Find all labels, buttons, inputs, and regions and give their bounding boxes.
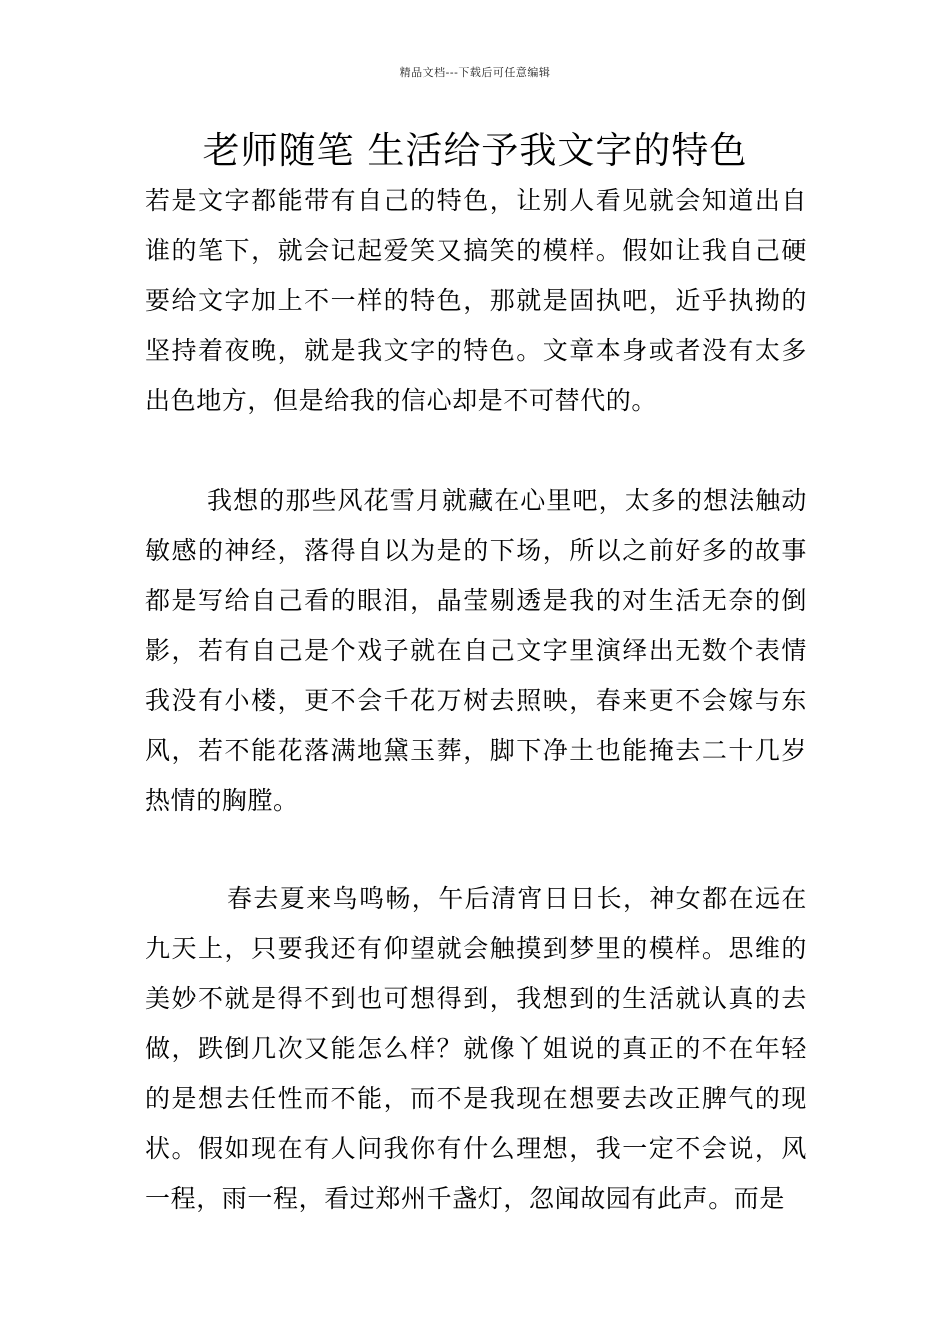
page-header: 精品文档---下载后可任意编辑 [399, 66, 551, 79]
paragraph-2: 我想的那些风花雪月就藏在心里吧，太多的想法触动敏感的神经，落得自以为是的下场，所以之前好多的故事都是写给自己看的眼泪，晶莹剔透是我的对生活无奈的倒影，若有自己是个戏子就在自己文字里演绎出无数个表情我没有小楼，更不会千花万树去照映，春来更不会嫁与东风，若不能花落满地黛玉葬，脚下净土也能掩去二十几岁热情的胸膛。 [145, 486, 807, 815]
document-title: 老师随笔 生活给予我文字的特色 [202, 129, 748, 172]
paragraph-3: 春去夏来鸟鸣畅，午后清宵日日长，神女都在远在九天上，只要我还有仰望就会触摸到梦里的模样。思维的美妙不就是得不到也可想得到，我想到的生活就认真的去做，跌倒几次又能怎么样？就像丫姐说的真正的不在年轻的是想去任性而不能，而不是我现在想要去改正脾气的现状。假如现在有人问我你有什么理想，我一定不会说，风一程，雨一程，看过郑州千盏灯，忽闻故园有此声。而是 [145, 884, 807, 1213]
paragraph-1: 若是文字都能带有自己的特色，让别人看见就会知道出自谁的笔下，就会记起爱笑又搞笑的模样。假如让我自己硬要给文字加上不一样的特色，那就是固执吧，近乎执拗的坚持着夜晚，就是我文字的特色。文章本身或者没有太多出色地方，但是给我的信心却是不可替代的。 [145, 186, 807, 415]
